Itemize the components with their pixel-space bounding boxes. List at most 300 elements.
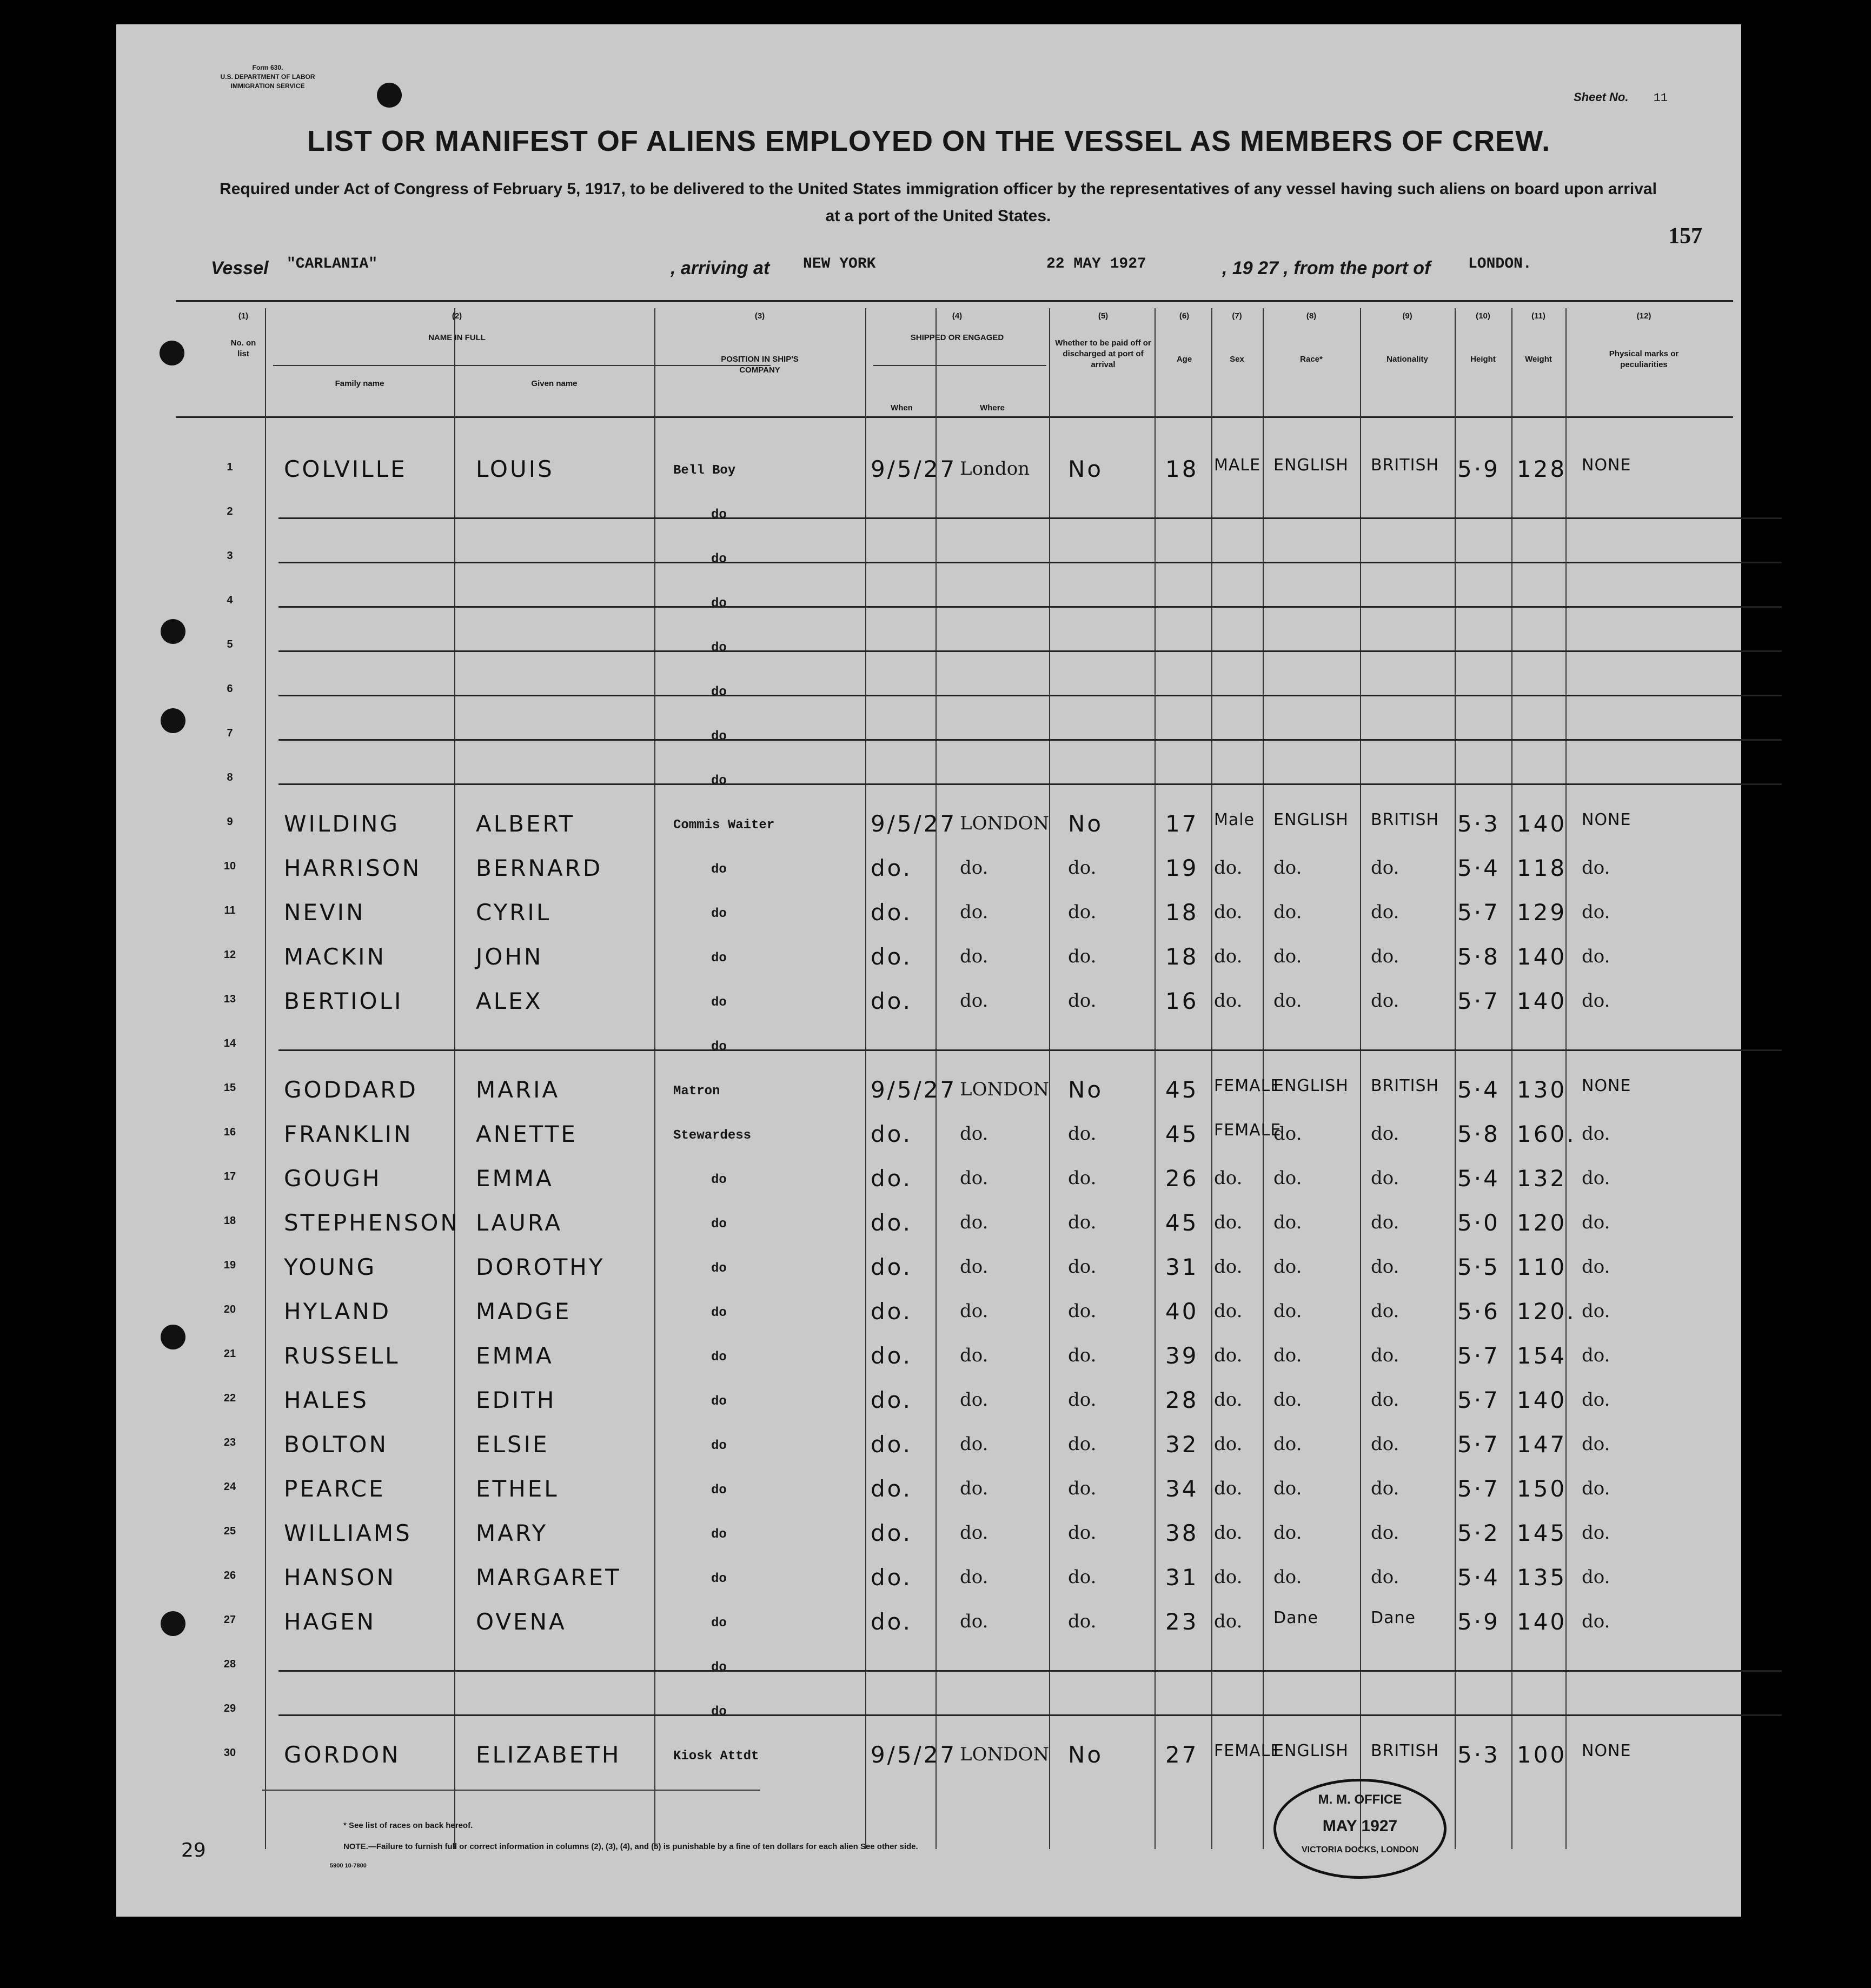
age: 27 [1165, 1741, 1199, 1768]
height: 5·9 [1457, 1608, 1500, 1635]
age: 45 [1165, 1076, 1199, 1103]
given-name: EMMA [476, 1342, 554, 1369]
col1-header [224, 311, 262, 360]
race: do. [1273, 1256, 1302, 1278]
paid-off: No [1068, 810, 1104, 837]
sex: do. [1214, 1389, 1243, 1411]
paid-off: No [1068, 1076, 1104, 1103]
physical-marks: do. [1582, 857, 1610, 879]
race: do. [1273, 1433, 1302, 1455]
shipped-when: do. [871, 1608, 912, 1635]
row-number: 5 [227, 639, 233, 650]
height: 5·3 [1457, 1741, 1500, 1768]
table-row [116, 1471, 1741, 1514]
stamp-date: MAY 1927 [1322, 1817, 1398, 1835]
where-header: Where [980, 403, 1005, 413]
given-name: LAURA [476, 1209, 563, 1236]
race: do. [1273, 1300, 1302, 1322]
col5-header [1052, 311, 1155, 370]
nationality: do. [1371, 1212, 1399, 1233]
height: 5·7 [1457, 988, 1500, 1014]
physical-marks: do. [1582, 1389, 1610, 1411]
table-row [116, 451, 1741, 495]
nationality: BRITISH [1371, 1076, 1439, 1095]
physical-marks: NONE [1582, 1741, 1631, 1760]
physical-marks: do. [1582, 1256, 1610, 1278]
col7-label: Sex [1230, 355, 1244, 364]
row-number: 13 [223, 993, 236, 1005]
family-name: COLVILLE [284, 456, 407, 482]
nationality: do. [1371, 1345, 1399, 1366]
shipped-where: do. [960, 901, 988, 923]
race: do. [1273, 1345, 1302, 1366]
paid-off: do. [1068, 1123, 1097, 1145]
col8-header [1263, 311, 1360, 365]
department: U.S. DEPARTMENT OF LABOR [220, 73, 315, 81]
col5-label: Whether to be paid off or discharged at port of arrival [1055, 338, 1151, 369]
age: 26 [1165, 1165, 1199, 1192]
col10-label: Height [1470, 355, 1496, 364]
age: 28 [1165, 1387, 1199, 1413]
age: 45 [1165, 1209, 1199, 1236]
given-name: ALBERT [476, 810, 575, 837]
row-number: 10 [223, 860, 236, 872]
race: do. [1273, 1389, 1302, 1411]
family-name: GODDARD [284, 1076, 418, 1103]
table-row [116, 1249, 1741, 1293]
family-name: FRANKLIN [284, 1121, 413, 1147]
race: do. [1273, 1123, 1302, 1145]
row-number: 3 [227, 550, 233, 562]
row-number: 14 [223, 1038, 236, 1049]
shipped-when: do. [871, 1475, 912, 1502]
weight: 118 [1517, 855, 1567, 881]
race: do. [1273, 990, 1302, 1012]
col7-header [1211, 311, 1263, 365]
height: 5·2 [1457, 1520, 1500, 1546]
paid-off: do. [1068, 857, 1097, 879]
age: 34 [1165, 1475, 1199, 1502]
position: do [711, 1306, 727, 1320]
family-name: HYLAND [284, 1298, 392, 1325]
table-row [116, 629, 1741, 672]
table-row [116, 717, 1741, 761]
physical-marks: do. [1582, 1478, 1610, 1499]
paid-off: No [1068, 456, 1104, 482]
race: do. [1273, 1212, 1302, 1233]
age: 45 [1165, 1121, 1199, 1147]
given-name: MARGARET [476, 1564, 621, 1591]
family-name: BERTIOLI [284, 988, 403, 1014]
row-number: 4 [227, 594, 233, 606]
paid-off: do. [1068, 1300, 1097, 1322]
col1-label: No. on list [230, 338, 256, 358]
physical-marks: do. [1582, 1167, 1610, 1189]
nationality: do. [1371, 857, 1399, 879]
table-row [116, 1648, 1741, 1692]
position: Bell Boy [673, 463, 736, 478]
physical-marks: do. [1582, 946, 1610, 967]
shipped-when: do. [871, 1387, 912, 1413]
col6-number: (6) [1179, 311, 1190, 321]
manifest-sheet [116, 24, 1741, 1917]
table-row [116, 1338, 1741, 1381]
given-name: ELIZABETH [476, 1741, 621, 1768]
height: 5·0 [1457, 1209, 1500, 1236]
weight: 140 [1517, 1608, 1567, 1635]
cancelled-row-line [278, 517, 1782, 519]
weight: 145 [1517, 1520, 1567, 1546]
table-row [116, 1737, 1741, 1780]
col12-label: Physical marks or peculiarities [1609, 349, 1679, 369]
shipped-where: do. [960, 1522, 988, 1544]
weight: 100 [1517, 1741, 1567, 1768]
shipped-when: do. [871, 1431, 912, 1458]
col4-label: SHIPPED OR ENGAGED [910, 333, 1004, 342]
table-row [116, 1028, 1741, 1071]
nationality: do. [1371, 1167, 1399, 1189]
col12-header [1565, 311, 1722, 370]
age: 18 [1165, 456, 1199, 482]
office-stamp [1273, 1779, 1447, 1879]
weight: 140 [1517, 1387, 1567, 1413]
form-number: Form 630. [252, 64, 283, 71]
shipped-where: do. [960, 1167, 988, 1189]
race: ENGLISH [1273, 1076, 1349, 1095]
physical-marks: do. [1582, 1123, 1610, 1145]
position: do [711, 596, 727, 611]
table-row [116, 1382, 1741, 1426]
age: 40 [1165, 1298, 1199, 1325]
shipped-where: do. [960, 1566, 988, 1588]
position: do [711, 907, 727, 921]
nationality: BRITISH [1371, 810, 1439, 829]
nationality: Dane [1371, 1608, 1416, 1627]
row-number: 12 [223, 949, 236, 961]
age: 16 [1165, 988, 1199, 1014]
race: ENGLISH [1273, 810, 1349, 829]
paid-off: do. [1068, 1611, 1097, 1632]
sex: MALE [1214, 456, 1261, 475]
shipped-where: do. [960, 1345, 988, 1366]
position: do [711, 1660, 727, 1675]
physical-marks: do. [1582, 901, 1610, 923]
paid-off: do. [1068, 901, 1097, 923]
table-row [116, 1205, 1741, 1248]
physical-marks: do. [1582, 990, 1610, 1012]
sex: do. [1214, 1566, 1243, 1588]
shipped-when: do. [871, 1165, 912, 1192]
family-name: STEPHENSON [284, 1209, 460, 1236]
table-row [116, 1427, 1741, 1470]
table-row [116, 1294, 1741, 1337]
shipped-when: do. [871, 899, 912, 926]
position: do [711, 1217, 727, 1232]
height: 5·8 [1457, 1121, 1500, 1147]
shipped-when: do. [871, 855, 912, 881]
weight: 154 [1517, 1342, 1567, 1369]
race-footnote: * See list of races on back hereof. [343, 1821, 473, 1830]
signature-rule [262, 1790, 760, 1791]
col6-header [1157, 311, 1211, 365]
page-mark: 29 [181, 1839, 206, 1861]
shipped-where: LONDON [960, 1079, 1050, 1100]
shipped-where: do. [960, 1478, 988, 1499]
sex: do. [1214, 1212, 1243, 1233]
given-name: MADGE [476, 1298, 572, 1325]
shipped-where: do. [960, 1212, 988, 1233]
table-row [116, 540, 1741, 583]
table-row [116, 1560, 1741, 1603]
table-row [116, 850, 1741, 894]
family-name: PEARCE [284, 1475, 386, 1502]
race: do. [1273, 1566, 1302, 1588]
family-name-header: Family name [335, 379, 384, 388]
nationality: do. [1371, 1389, 1399, 1411]
col10-header [1455, 311, 1511, 365]
position: do [711, 641, 727, 655]
family-name: WILDING [284, 810, 400, 837]
height: 5·4 [1457, 1165, 1500, 1192]
physical-marks: do. [1582, 1212, 1610, 1233]
sex: FEMALE [1214, 1076, 1282, 1095]
given-name: ALEX [476, 988, 543, 1014]
table-row [116, 1161, 1741, 1204]
family-name: HAGEN [284, 1608, 376, 1635]
table-row [116, 762, 1741, 805]
family-name: YOUNG [284, 1254, 377, 1280]
shipped-when: do. [871, 943, 912, 970]
row-number: 25 [223, 1525, 236, 1537]
table-row [116, 496, 1741, 539]
nationality: BRITISH [1371, 456, 1439, 475]
arriving-label: , arriving at [671, 258, 770, 278]
shipped-when: 9/5/27 [871, 810, 957, 837]
nationality: do. [1371, 901, 1399, 923]
table-row [116, 584, 1741, 628]
col1-number: (1) [238, 311, 249, 321]
family-name: GORDON [284, 1741, 401, 1768]
sex: do. [1214, 1433, 1243, 1455]
weight: 129 [1517, 899, 1567, 926]
row-number: 24 [223, 1481, 236, 1493]
family-name: HARRISON [284, 855, 422, 881]
given-name: ANETTE [476, 1121, 578, 1147]
penalty-note: NOTE.—Failure to furnish full or correct information in columns (2), (3), (4), and (5) is punishable by a fine of ten dollars for each alien See other side. [343, 1842, 918, 1851]
nationality: do. [1371, 1522, 1399, 1544]
cancelled-row-line [278, 783, 1782, 785]
cancelled-row-line [278, 695, 1782, 696]
weight: 150 [1517, 1475, 1567, 1502]
row-number: 9 [227, 816, 233, 828]
shipped-when: 9/5/27 [871, 1076, 957, 1103]
race: Dane [1273, 1608, 1318, 1627]
physical-marks: do. [1582, 1611, 1610, 1632]
race: ENGLISH [1273, 456, 1349, 475]
row-number: 26 [223, 1570, 236, 1581]
weight: 130 [1517, 1076, 1567, 1103]
position: do [711, 951, 727, 966]
position: do [711, 1173, 727, 1187]
family-name: BOLTON [284, 1431, 388, 1458]
table-top-rule [176, 300, 1733, 302]
col10-number: (10) [1476, 311, 1490, 321]
height: 5·7 [1457, 1431, 1500, 1458]
col7-number: (7) [1232, 311, 1242, 321]
shipped-where: do. [960, 857, 988, 879]
weight: 110 [1517, 1254, 1567, 1280]
height: 5·8 [1457, 943, 1500, 970]
position: Stewardess [673, 1128, 752, 1143]
row-number: 6 [227, 683, 233, 695]
position: do [711, 508, 727, 522]
shipped-where: LONDON [960, 813, 1050, 834]
paid-off: do. [1068, 1566, 1097, 1588]
paid-off: do. [1068, 946, 1097, 967]
sex: do. [1214, 1522, 1243, 1544]
position: do [711, 1040, 727, 1054]
cancelled-row-line [278, 650, 1782, 652]
sex: do. [1214, 1256, 1243, 1278]
binder-hole [377, 83, 402, 108]
given-name: EMMA [476, 1165, 554, 1192]
position: do [711, 862, 727, 877]
table-row [116, 1515, 1741, 1559]
age: 31 [1165, 1254, 1199, 1280]
weight: 140 [1517, 943, 1567, 970]
col2-number: (2) [452, 311, 462, 321]
race: do. [1273, 901, 1302, 923]
shipped-where: do. [960, 990, 988, 1012]
from-port: LONDON. [1468, 256, 1532, 272]
sheet-number [1574, 90, 1668, 105]
position: do [711, 1527, 727, 1542]
position: do [711, 1261, 727, 1276]
row-number: 15 [223, 1082, 236, 1094]
position: do [711, 729, 727, 744]
shipped-when: do. [871, 1121, 912, 1147]
physical-marks: do. [1582, 1433, 1610, 1455]
sex: do. [1214, 1345, 1243, 1366]
height: 5·4 [1457, 1076, 1500, 1103]
weight: 140 [1517, 988, 1567, 1014]
shipped-when: 9/5/27 [871, 1741, 957, 1768]
paid-off: do. [1068, 1478, 1097, 1499]
row-number: 29 [223, 1703, 236, 1714]
race: do. [1273, 1167, 1302, 1189]
page-title: LIST OR MANIFEST OF ALIENS EMPLOYED ON THE VESSEL AS MEMBERS OF CREW. [307, 125, 1551, 157]
col6-label: Age [1176, 355, 1192, 364]
race: do. [1273, 857, 1302, 879]
year-label: , 19 27 , from the port of [1222, 258, 1431, 278]
weight: 120 [1517, 1209, 1567, 1236]
shipped-where: do. [960, 1433, 988, 1455]
position: do [711, 1705, 727, 1719]
position: Matron [673, 1084, 720, 1099]
row-number: 23 [223, 1437, 236, 1448]
row-number: 17 [223, 1171, 236, 1182]
row-number: 8 [227, 772, 233, 783]
given-name: DOROTHY [476, 1254, 605, 1280]
weight: 120. [1517, 1298, 1576, 1325]
row-number: 20 [223, 1304, 236, 1315]
given-name: MARY [476, 1520, 548, 1546]
age: 23 [1165, 1608, 1199, 1635]
age: 19 [1165, 855, 1199, 881]
height: 5·7 [1457, 1475, 1500, 1502]
height: 5·6 [1457, 1298, 1500, 1325]
shipped-where: LONDON [960, 1744, 1050, 1765]
physical-marks: NONE [1582, 456, 1631, 475]
position: Kiosk Attdt [673, 1749, 759, 1764]
weight: 132 [1517, 1165, 1567, 1192]
height: 5·3 [1457, 810, 1500, 837]
row-number: 21 [223, 1348, 236, 1360]
nationality: do. [1371, 1433, 1399, 1455]
given-name: MARIA [476, 1076, 560, 1103]
race: do. [1273, 1522, 1302, 1544]
physical-marks: do. [1582, 1566, 1610, 1588]
col11-number: (11) [1531, 311, 1545, 321]
paid-off: do. [1068, 1212, 1097, 1233]
shipped-where: do. [960, 1256, 988, 1278]
nationality: do. [1371, 990, 1399, 1012]
col3-header [657, 311, 862, 376]
nationality: do. [1371, 1566, 1399, 1588]
col9-label: Nationality [1386, 355, 1428, 364]
position: do [711, 1572, 727, 1586]
table-row [116, 673, 1741, 716]
physical-marks: NONE [1582, 810, 1631, 829]
table-row [116, 983, 1741, 1027]
sex: do. [1214, 1167, 1243, 1189]
given-name-header: Given name [531, 379, 578, 388]
given-name: OVENA [476, 1608, 567, 1635]
cancelled-row-line [278, 606, 1782, 608]
family-name: HALES [284, 1387, 369, 1413]
sex: do. [1214, 901, 1243, 923]
cancelled-row-line [278, 739, 1782, 741]
sheet-number-value: 11 [1653, 91, 1668, 105]
race: ENGLISH [1273, 1741, 1349, 1760]
given-name: CYRIL [476, 899, 552, 926]
shipped-when: do. [871, 988, 912, 1014]
sex: FEMALE [1214, 1741, 1282, 1760]
arrival-date: 22 MAY 1927 [1046, 256, 1146, 272]
paid-off: No [1068, 1741, 1104, 1768]
paid-off: do. [1068, 990, 1097, 1012]
position: do [711, 1483, 727, 1498]
binder-hole [160, 341, 184, 365]
age: 38 [1165, 1520, 1199, 1546]
row-number: 18 [223, 1215, 236, 1227]
given-name: EDITH [476, 1387, 556, 1413]
table-row [116, 806, 1741, 849]
row-number: 19 [223, 1259, 236, 1271]
age: 31 [1165, 1564, 1199, 1591]
shipped-subrule [873, 365, 1046, 366]
cancelled-row-line [278, 1049, 1782, 1051]
table-row [116, 1116, 1741, 1160]
age: 17 [1165, 810, 1199, 837]
weight: 160. [1517, 1121, 1576, 1147]
position: do [711, 1439, 727, 1453]
sex: do. [1214, 857, 1243, 879]
row-number: 11 [224, 905, 236, 916]
col11-header [1511, 311, 1565, 365]
row-number: 30 [223, 1747, 236, 1759]
stamp-location: VICTORIA DOCKS, LONDON [1301, 1845, 1418, 1854]
